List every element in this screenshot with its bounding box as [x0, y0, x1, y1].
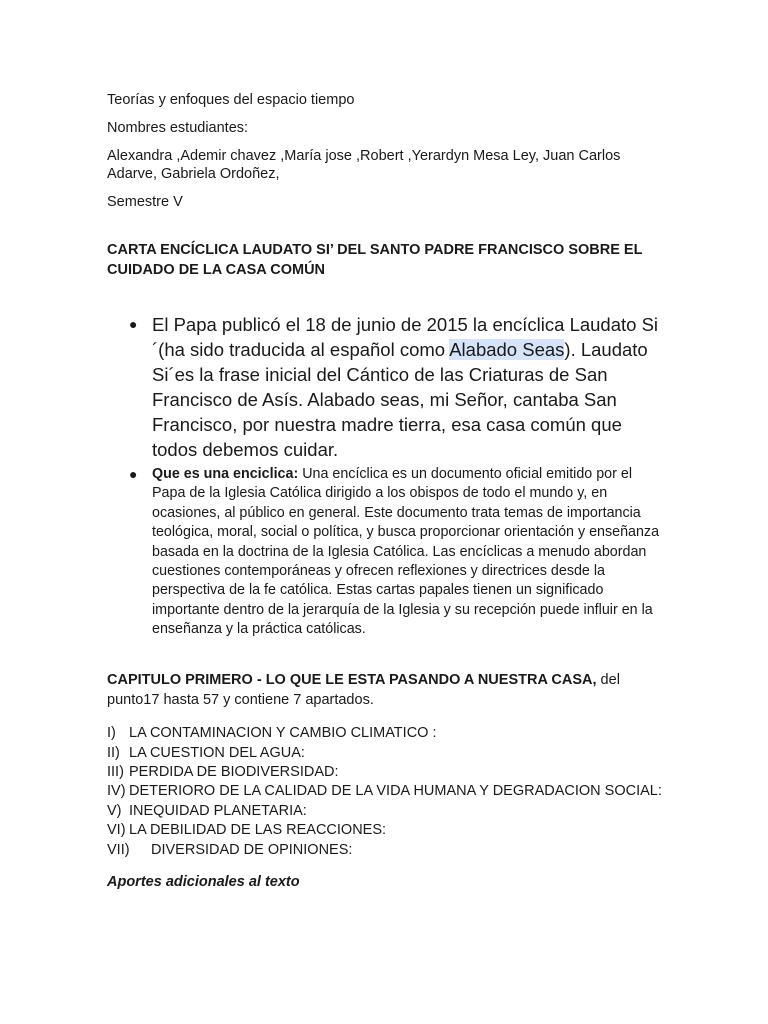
highlighted-text: Alabado Seas	[449, 339, 565, 360]
section-number: VII)	[107, 841, 130, 858]
section-text: DETERIORO DE LA CALIDAD DE LA VIDA HUMANA Y DEGRADACION SOCIAL:	[129, 783, 662, 800]
bullet-dot-icon: ●	[129, 466, 138, 482]
list-item	[107, 821, 667, 840]
bullet-list	[107, 312, 667, 640]
list-item	[107, 724, 667, 743]
section-number: IV)	[107, 783, 126, 800]
list-item	[107, 465, 667, 640]
list-item	[107, 782, 667, 801]
section-number: V)	[107, 802, 122, 819]
sections-list	[107, 724, 667, 860]
section-text: LA CONTAMINACION Y CAMBIO CLIMATICO :	[129, 725, 437, 742]
bullet-text-part1: El Papa publicó el 18 de junio de 2015 la encíclica Laudato Si´(ha sido traducida al español como	[152, 314, 659, 360]
bullet-dot-icon: ●	[129, 316, 138, 332]
students-label: Nombres estudiantes:	[107, 120, 249, 136]
bullet-text-part2: ). Laudato Si´es la frase inicial del Cántico de las Criaturas de San Francisco de Asís. Alabado seas, mi Señor, cantaba San Francisco, por nuestra madre tierra, esa casa común que todos debemos cuidar.	[152, 339, 648, 460]
section-text: LA DEBILIDAD DE LAS REACCIONES:	[129, 822, 387, 839]
section-number: III)	[107, 763, 124, 780]
section-number: I)	[107, 725, 116, 742]
students-names: Alexandra ,Ademir chavez ,María jose ,Robert ,Yerardyn Mesa Ley, Juan Carlos Adarve, Gabriela Ordoñez,	[107, 148, 621, 182]
section-text: LA CUESTION DEL AGUA:	[129, 744, 305, 761]
list-item	[107, 312, 667, 462]
chapter-description: del punto17 hasta 57 y contiene 7 apartados.	[107, 671, 620, 708]
document-title: CARTA ENCÍCLICA LAUDATO SI’ DEL SANTO PADRE FRANCISCO SOBRE EL CUIDADO DE LA CASA COMÚN	[107, 242, 643, 278]
definition-label: Que es una enciclica:	[152, 466, 299, 482]
course-title: Teorías y enfoques del espacio tiempo	[107, 92, 355, 108]
section-text: DIVERSIDAD DE OPINIONES:	[151, 841, 353, 858]
section-text: PERDIDA DE BIODIVERSIDAD:	[129, 763, 339, 780]
list-item	[107, 744, 667, 763]
section-text: INEQUIDAD PLANETARIA:	[129, 802, 307, 819]
section-number: II)	[107, 744, 120, 761]
definition-text: Una encíclica es un documento oficial emitido por el Papa de la Iglesia Católica dirigido a los obispos de todo el mundo y, en ocasiones, al público en general. Este documento trata temas de importancia teológica, moral, social o política, y busca proporcionar orientación y enseñanza basada en la doctrina de la Iglesia Católica. Las encíclicas a menudo abordan cuestiones contemporáneas y ofrecen reflexiones y directrices desde la perspectiva de la fe católica. Estas cartas papales tienen un significado importante dentro de la jerarquía de la Iglesia y su recepción puede influir en la enseñanza y la práctica católicas.	[152, 466, 660, 638]
document-content	[107, 91, 667, 907]
section-number: VI)	[107, 822, 126, 839]
list-item	[107, 763, 667, 782]
chapter-heading	[107, 670, 667, 710]
semester: Semestre V	[107, 194, 183, 210]
list-item	[107, 841, 667, 860]
list-item	[107, 802, 667, 821]
chapter-title: CAPITULO PRIMERO - LO QUE LE ESTA PASANDO A NUESTRA CASA,	[107, 671, 597, 688]
additional-contributions-heading: Aportes adicionales al texto	[107, 874, 300, 890]
